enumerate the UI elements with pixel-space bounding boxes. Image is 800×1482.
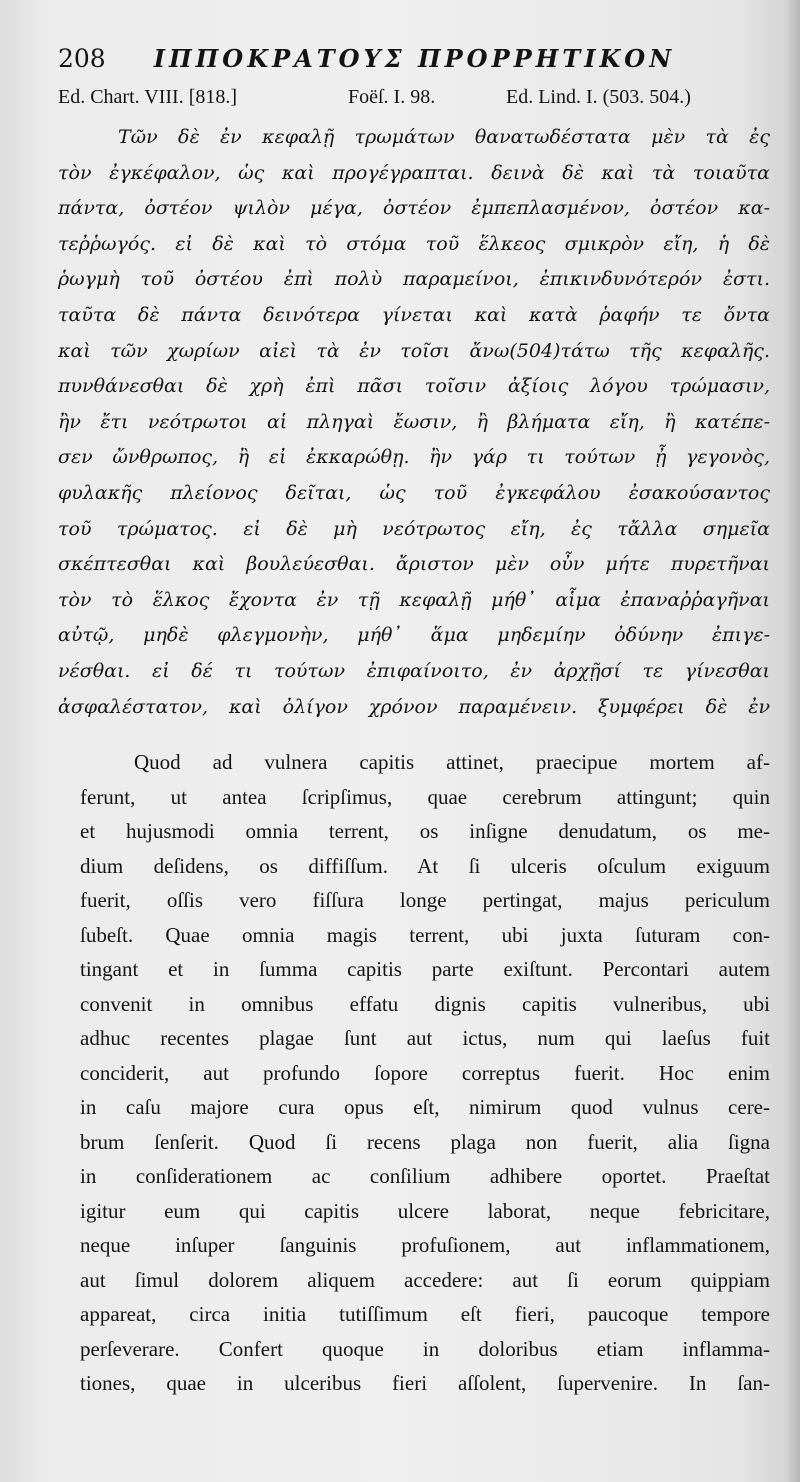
greek-line: φυλακῆς πλείονος δεῖται, ὡς τοῦ ἐγκεφάλου ἐσακούσαντος bbox=[58, 481, 770, 504]
latin-line: in caſu majore cura opus eſt, nimirum quod vulnus cere- bbox=[80, 1095, 770, 1119]
latin-line: dium deſidens, os diffiſſum. At ſi ulceris oſculum exiguum bbox=[80, 853, 770, 878]
greek-line: τεῤῥωγός. εἰ δὲ καὶ τὸ στόμα τοῦ ἕλκεος σμικρὸν εἴη, ἡ δὲ bbox=[58, 232, 770, 255]
greek-line: σκέπτεσθαι καὶ βουλεύεσθαι. ἄριστον μὲν οὖν μήτε πυρετῆναι bbox=[58, 553, 770, 576]
greek-line: ῥωγμὴ τοῦ ὀστέου ἐπὶ πολὺ παραμείνοι, ἐπικινδυνότερόν ἐστι. bbox=[58, 268, 770, 291]
greek-line: τὸν ἐγκέφαλον, ὡς καὶ προγέγραπται. δεινὰ δὲ καὶ τὰ τοιαῦτα bbox=[58, 161, 770, 184]
latin-line: ferunt, ut antea ſcripſimus, quae cerebrum attingunt; quin bbox=[80, 784, 770, 809]
greek-text-block bbox=[58, 120, 770, 725]
latin-line: tingant et in ſumma capitis parte exiſtunt. Percontari autem bbox=[80, 957, 770, 981]
edition-references bbox=[58, 86, 778, 116]
page-header bbox=[58, 44, 758, 84]
greek-line: πυνθάνεσθαι δὲ χρὴ ἐπὶ πᾶσι τοῖσιν ἀξίοις λόγου τρώμασιν, bbox=[58, 375, 770, 398]
greek-line: τὸν τὸ ἕλκος ἔχοντα ἐν τῇ κεφαλῇ μήθ᾽ αἷμα ἐπαναῤῥαγῆναι bbox=[58, 588, 770, 611]
latin-line: perſeverare. Confert quoque in doloribus etiam inflamma- bbox=[80, 1336, 770, 1361]
latin-translation-block bbox=[80, 745, 770, 1401]
greek-line: σεν ὤνθρωπος, ἢ εἰ ἐκκαρώθῃ. ἢν γάρ τι τούτων ᾖ γεγονὸς, bbox=[58, 446, 770, 469]
latin-line: ſubeſt. Quae omnia magis terrent, ubi juxta ſuturam con- bbox=[80, 922, 770, 947]
greek-line: ἢν ἔτι νεότρωτοι αἱ πληγαὶ ἔωσιν, ἢ βλήματα εἴη, ἢ κατέπε- bbox=[58, 410, 770, 433]
latin-line: igitur eum qui capitis ulcere laborat, neque febricitare, bbox=[80, 1198, 770, 1223]
greek-line: αὐτῷ, μηδὲ φλεγμονὴν, μήθ᾽ ἅμα μηδεμίην ὀδύνην ἐπιγε- bbox=[58, 624, 770, 647]
latin-line: fuerit, oſſis vero fiſſura longe pertingat, majus periculum bbox=[80, 888, 770, 912]
latin-line: convenit in omnibus effatu dignis capitis vulneribus, ubi bbox=[80, 991, 770, 1016]
page-number: 208 bbox=[58, 44, 106, 73]
latin-line: neque inſuper ſanguinis profuſionem, aut inflammationem, bbox=[80, 1233, 770, 1257]
greek-line: καὶ τῶν χωρίων αἰεὶ τὰ ἐν τοῖσι ἄνω(504)τάτω τῆς κεφαλῆς. bbox=[58, 339, 770, 362]
latin-line: conciderit, aut profundo ſopore correptus fuerit. Hoc enim bbox=[80, 1060, 770, 1085]
edition-ref-chartier: Ed. Chart. VIII. [818.] bbox=[58, 86, 238, 108]
greek-line: τοῦ τρώματος. εἰ δὲ μὴ νεότρωτος εἴη, ἐς τἄλλα σημεῖα bbox=[58, 517, 770, 540]
greek-line: νέσθαι. εἰ δέ τι τούτων ἐπιφαίνοιτο, ἐν ἀρχῇσί τε γίνεσθαι bbox=[58, 659, 770, 682]
latin-line: et hujusmodi omnia terrent, os inſigne denudatum, os me- bbox=[80, 819, 770, 843]
latin-line: tiones, quae in ulceribus fieri aſſolent, ſupervenire. In ſan- bbox=[80, 1371, 770, 1395]
running-title: ΙΠΠΟΚΡΑΤΟΥΣ ΠΡΟΡΡΗΤΙΚΟΝ bbox=[153, 44, 676, 73]
latin-line: in conſiderationem ac conſilium adhibere oportet. Praeſtat bbox=[80, 1164, 770, 1188]
greek-line: ταῦτα δὲ πάντα δεινότερα γίνεται καὶ κατὰ ῥαφήν τε ὄντα bbox=[58, 303, 770, 326]
latin-line: adhuc recentes plagae ſunt aut ictus, num qui laeſus fuit bbox=[80, 1026, 770, 1050]
greek-line: Τῶν δὲ ἐν κεφαλῇ τρωμάτων θανατωδέστατα μὲν τὰ ἐς bbox=[118, 126, 770, 148]
greek-line: πάντα, ὀστέον ψιλὸν μέγα, ὀστέον ἐμπεπλασμένον, ὀστέον κα- bbox=[58, 197, 770, 220]
edition-ref-foes: Foëſ. I. 98. bbox=[348, 86, 436, 108]
greek-line: ἀσφαλέστατον, καὶ ὀλίγον χρόνον παραμένειν. ξυμφέρει δὲ ἐν bbox=[58, 695, 770, 718]
page-edge-shadow bbox=[786, 0, 800, 1482]
latin-line: Quod ad vulnera capitis attinet, praecipue mortem af- bbox=[134, 750, 770, 774]
latin-line: appareat, circa initia tutiſſimum eſt fieri, paucoque tempore bbox=[80, 1302, 770, 1326]
edition-ref-linden: Ed. Lind. I. (503. 504.) bbox=[506, 86, 691, 108]
latin-line: brum ſenſerit. Quod ſi recens plaga non fuerit, alia ſigna bbox=[80, 1129, 770, 1154]
latin-line: aut ſimul dolorem aliquem accedere: aut ſi eorum quippiam bbox=[80, 1267, 770, 1292]
